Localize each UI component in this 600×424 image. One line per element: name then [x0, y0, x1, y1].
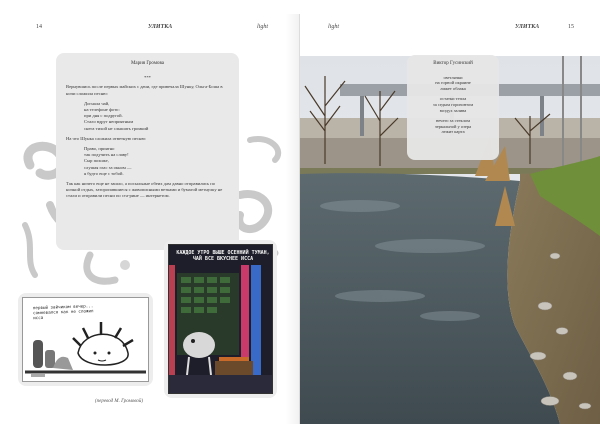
comic-caption: КАЖДОЕ УТРО ВЫШЕ ОСЕННИЙ ТУМАН, ЧАЙ ВСЕ ВКУСНЕЕ ИССА — [176, 250, 270, 262]
comic-caption: первый зайчиком вечер... сомневался как не сложил исса — [32, 303, 94, 321]
poem-line: я будто еще с тобой. — [84, 170, 124, 176]
translation-credit: (перевод М. Громовой) — [95, 399, 144, 404]
snail-cartoon-drawing — [23, 298, 148, 381]
section-label-right: light — [328, 24, 340, 30]
poem-card-left — [56, 53, 239, 250]
poem-line: нечего за стеклом — [436, 118, 470, 124]
section-stars: *** — [144, 75, 151, 81]
poem-line: слушая глас за окном — — [84, 164, 132, 170]
poem-line: на горной окраине — [435, 80, 471, 86]
poem-first — [66, 101, 229, 132]
poem-line: при дня с подругой. — [84, 113, 123, 119]
poem-line: Право, приятно — [84, 146, 115, 152]
poem-card-right — [407, 55, 499, 160]
page-number-right: 15 — [568, 24, 574, 30]
poem-line: за седым горизонтом — [432, 101, 474, 107]
page-number-left: 14 — [36, 24, 42, 30]
comic-frame — [168, 244, 273, 394]
outro-paragraph: Так как ничего еще не зашло, а посыльные обеих дам давно отправились по ночной отдых, заторопившиеся с живописными ветками и бумагой метнулку не стали и отправили песни по ста-рине — интернетом. — [66, 181, 223, 199]
running-title-right: УЛИТКА — [515, 24, 540, 30]
stanza — [411, 118, 495, 135]
poem-line: Догнала чай, — [84, 100, 110, 106]
poem-line: остатки тепла — [439, 96, 467, 102]
top-margin — [0, 0, 600, 14]
poem-line: снега тихой не слышать громкий — [84, 125, 149, 131]
comic-panel-right — [164, 240, 277, 398]
poem-line: воздух залива — [439, 107, 467, 113]
poem-line: на телефоне фото: — [84, 107, 120, 113]
poem-line: зеркальной у озера — [434, 123, 472, 129]
night-window-drawing — [169, 245, 272, 393]
poem-line: Стало вдруг неприятным — [84, 119, 134, 125]
section-label-left: light — [257, 24, 269, 30]
stanza — [411, 75, 495, 92]
author-name: Виктор Гусинский — [433, 61, 473, 66]
comic-frame — [22, 297, 149, 382]
running-title-left: УЛИТКА — [148, 24, 173, 30]
intro-paragraph: Вернувшись после первых майских с дачи, где привечала Шунку, Ольга-Боша в ночи сложила песню: — [66, 84, 223, 96]
poem-line: так подучить на славу! — [84, 152, 129, 158]
middle-paragraph: На что Шунка сложила ответную песню: — [66, 135, 147, 141]
poem-line: светлячки — [443, 74, 463, 80]
poem-second — [66, 146, 229, 177]
poem-line: Сыр похоже, — [84, 158, 109, 164]
poem-line: лежит карта — [441, 129, 465, 135]
author-name: Мария Громова — [130, 61, 165, 66]
poem-line: лижет облака — [440, 85, 466, 91]
comic-panel-left — [18, 293, 153, 386]
stanza — [411, 96, 495, 113]
